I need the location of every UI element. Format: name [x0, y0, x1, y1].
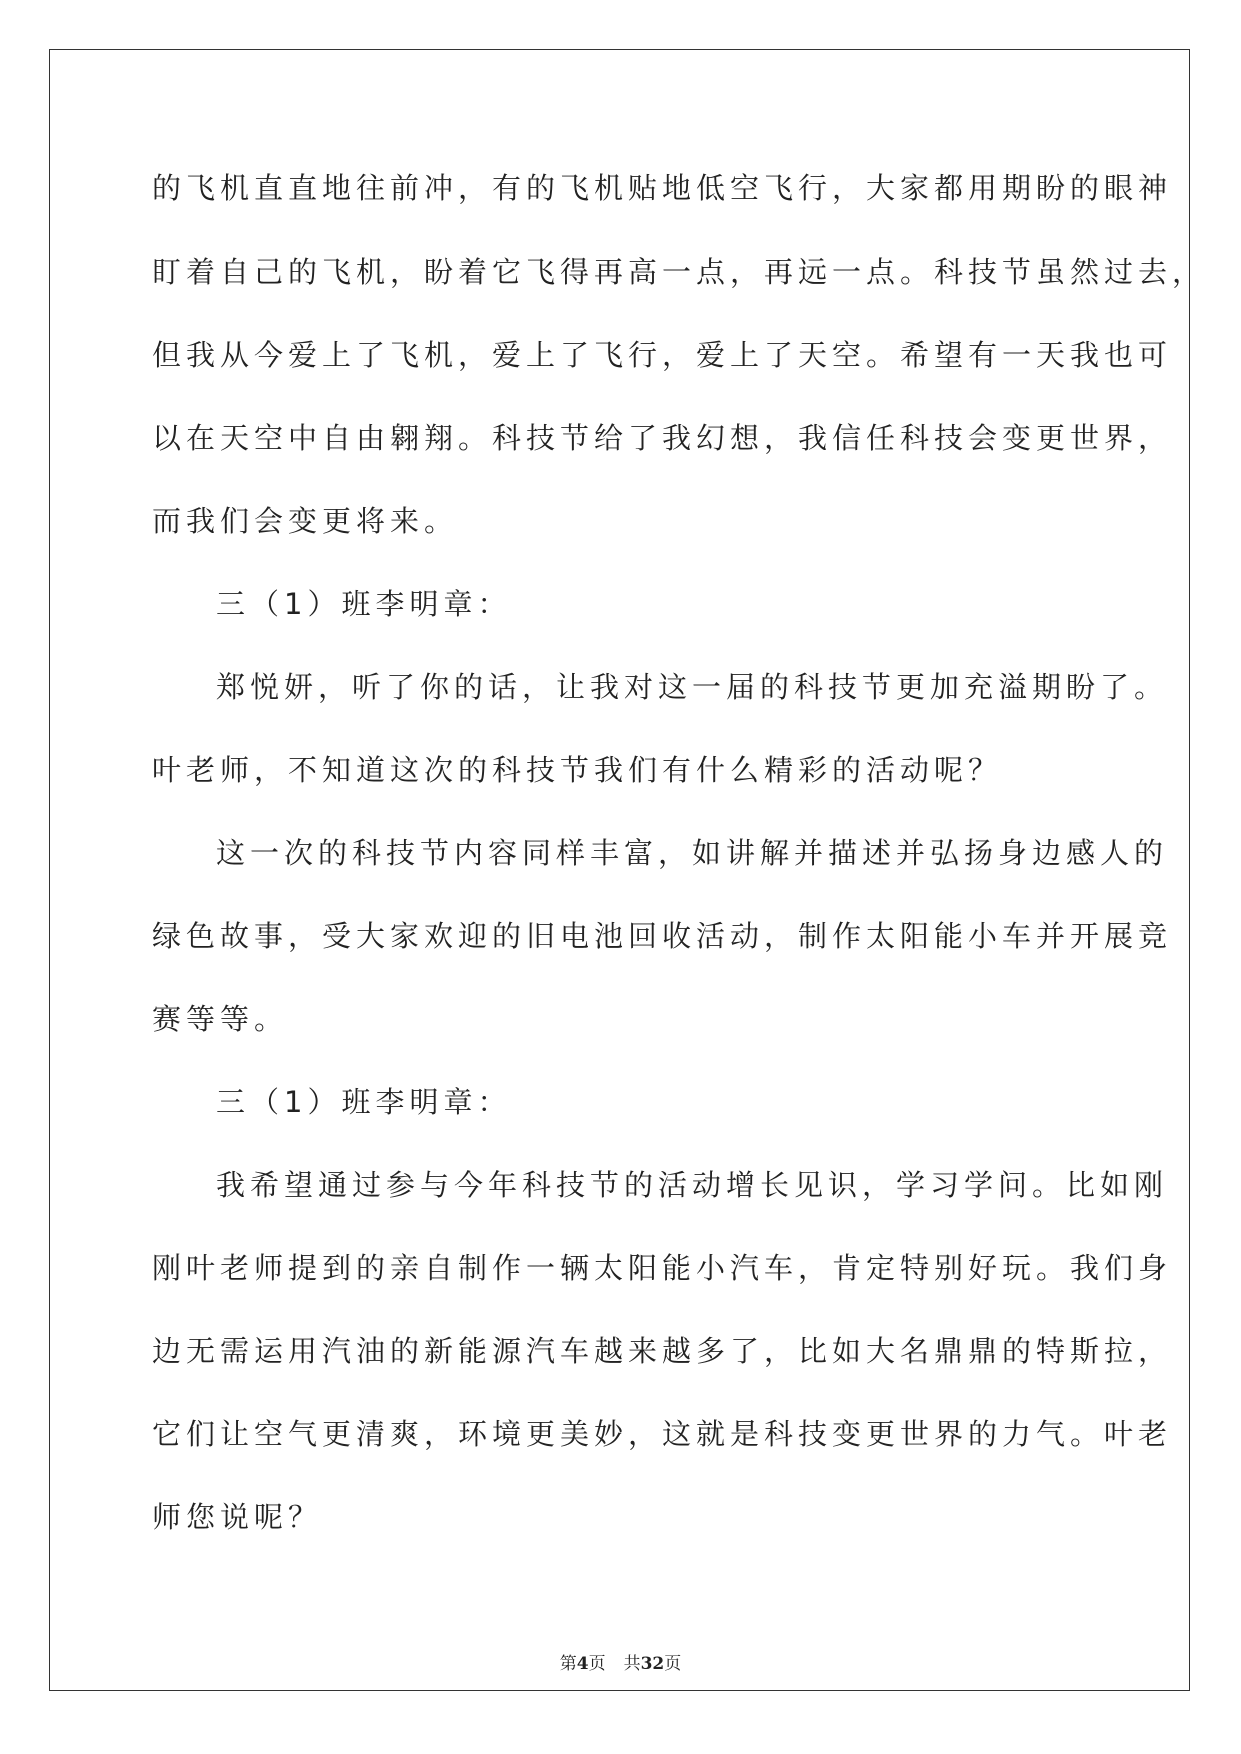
text-line: 这一次的科技节内容同样丰富，如讲解并描述并弘扬身边感人的 — [216, 836, 1169, 870]
text-line: 绿色故事，受大家欢迎的旧电池回收活动，制作太阳能小车并开展竞 — [152, 919, 1173, 953]
text-line: 而我们会变更将来。 — [152, 504, 459, 538]
speaker-label: 三（1）班李明章： — [216, 1085, 512, 1119]
text-line: 刚叶老师提到的亲自制作一辆太阳能小汽车，肯定特别好玩。我们身 — [152, 1251, 1173, 1285]
page-prefix: 第 — [559, 1654, 577, 1674]
page-footer — [0, 1649, 1241, 1674]
text-line: 盯着自己的飞机，盼着它飞得再高一点，再远一点。科技节虽然过去， — [152, 255, 1207, 289]
text-line: 边无需运用汽油的新能源汽车越来越多了，比如大名鼎鼎的特斯拉， — [152, 1334, 1173, 1368]
text-line: 但我从今爱上了飞机，爱上了飞行，爱上了天空。希望有一天我也可 — [152, 338, 1173, 372]
total-prefix: 共 — [623, 1654, 641, 1674]
text-line: 以在天空中自由翱翔。科技节给了我幻想，我信任科技会变更世界， — [152, 421, 1173, 455]
text-line: 它们让空气更清爽，环境更美妙，这就是科技变更世界的力气。叶老 — [152, 1417, 1173, 1451]
page-suffix: 页 — [588, 1654, 606, 1674]
text-line: 赛等等。 — [152, 1002, 289, 1036]
text-line: 我希望通过参与今年科技节的活动增长见识，学习学问。比如刚 — [216, 1168, 1169, 1202]
text-line: 的飞机直直地往前冲，有的飞机贴地低空飞行，大家都用期盼的眼神 — [152, 171, 1173, 205]
text-line: 叶老师，不知道这次的科技节我们有什么精彩的活动呢？ — [152, 753, 1003, 787]
page-number: 4 — [576, 1654, 589, 1674]
text-line: 师您说呢？ — [152, 1500, 323, 1534]
total-pages: 32 — [640, 1654, 665, 1674]
text-line: 郑悦妍，听了你的话，让我对这一届的科技节更加充溢期盼了。 — [216, 670, 1169, 704]
speaker-label: 三（1）班李明章： — [216, 587, 512, 621]
total-suffix: 页 — [664, 1654, 682, 1674]
